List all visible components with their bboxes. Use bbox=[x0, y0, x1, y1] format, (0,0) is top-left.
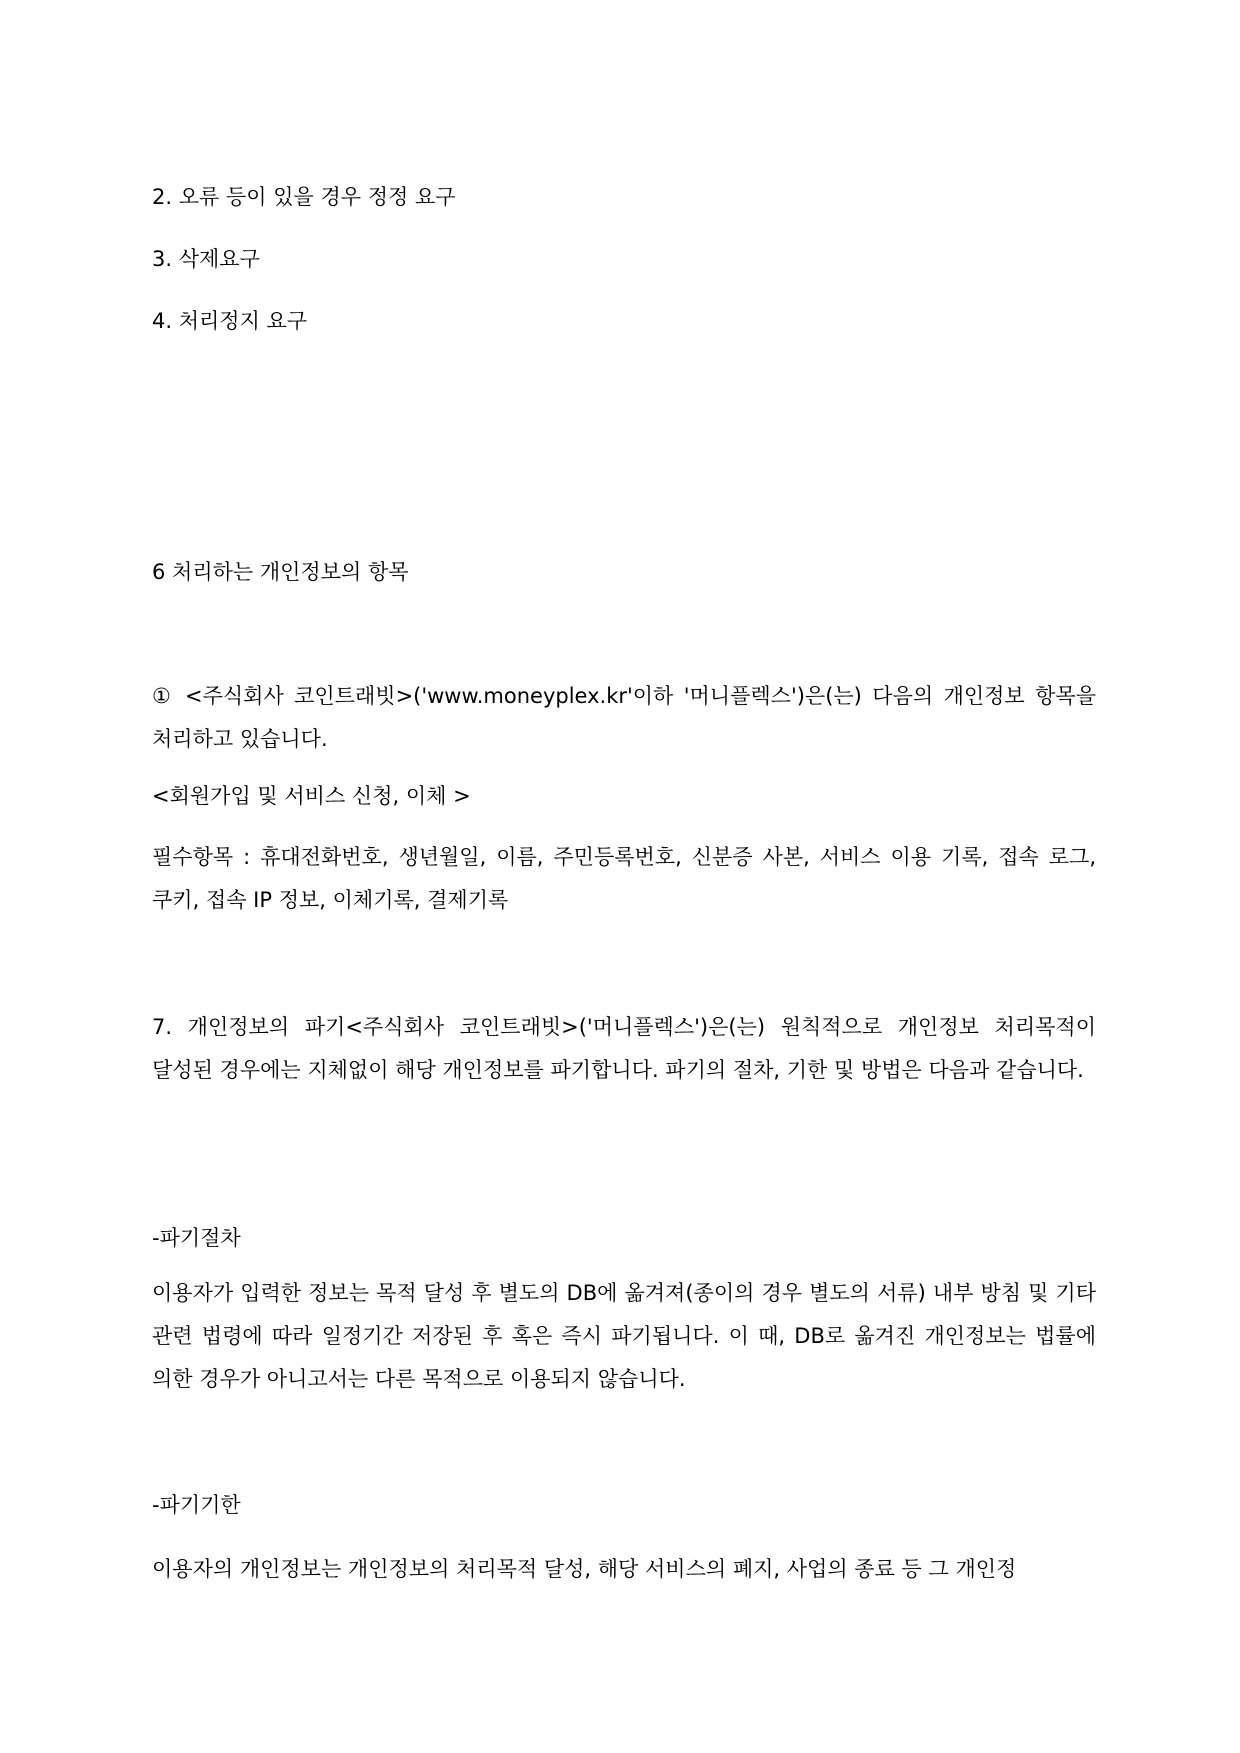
section6-heading: 6 처리하는 개인정보의 항목 bbox=[152, 560, 409, 584]
rights-item-correction: 2. 오류 등이 있을 경우 정정 요구 bbox=[152, 185, 456, 209]
section7-procedure-title: -파기절차 bbox=[152, 1226, 241, 1250]
section7-heading-paragraph: 7. 개인정보의 파기<주식회사 코인트래빗>('머니플렉스')은(는) 원칙적으로 개인정보 처리목적이 달성된 경우에는 지체없이 해당 개인정보를 파기합니다. 파기의 절차, 기한 및 방법은 다음과 같습니다. bbox=[152, 1015, 1096, 1082]
section6-required-items: 필수항목 : 휴대전화번호, 생년월일, 이름, 주민등록번호, 신분증 사본, 서비스 이용 기록, 접속 로그, 쿠키, 접속 IP 정보, 이체기록, 결제기록 bbox=[152, 845, 1096, 912]
rights-item-suspension: 4. 처리정지 요구 bbox=[152, 309, 308, 333]
section7-period-title: -파기기한 bbox=[152, 1493, 241, 1517]
section6-category: <회원가입 및 서비스 신청, 이체 > bbox=[152, 784, 471, 808]
section6-intro: ① <주식회사 코인트래빗>('www.moneyplex.kr'이하 '머니플렉스')은(는) 다음의 개인정보 항목을 처리하고 있습니다. bbox=[152, 684, 1096, 751]
section7-period-text: 이용자의 개인정보는 개인정보의 처리목적 달성, 해당 서비스의 폐지, 사업의 종료 등 그 개인정 bbox=[152, 1557, 1017, 1581]
rights-item-deletion: 3. 삭제요구 bbox=[152, 247, 260, 271]
section7-procedure-text: 이용자가 입력한 정보는 목적 달성 후 별도의 DB에 옮겨져(종이의 경우 별도의 서류) 내부 방침 및 기타 관련 법령에 따라 일정기간 저장된 후 혹은 즉시 파기됩니다. 이 때, DB로 옮겨진 개인정보는 법률에 의한 경우가 아니고서는 다른 목적으로 이용되지 않습니다. bbox=[152, 1281, 1096, 1391]
